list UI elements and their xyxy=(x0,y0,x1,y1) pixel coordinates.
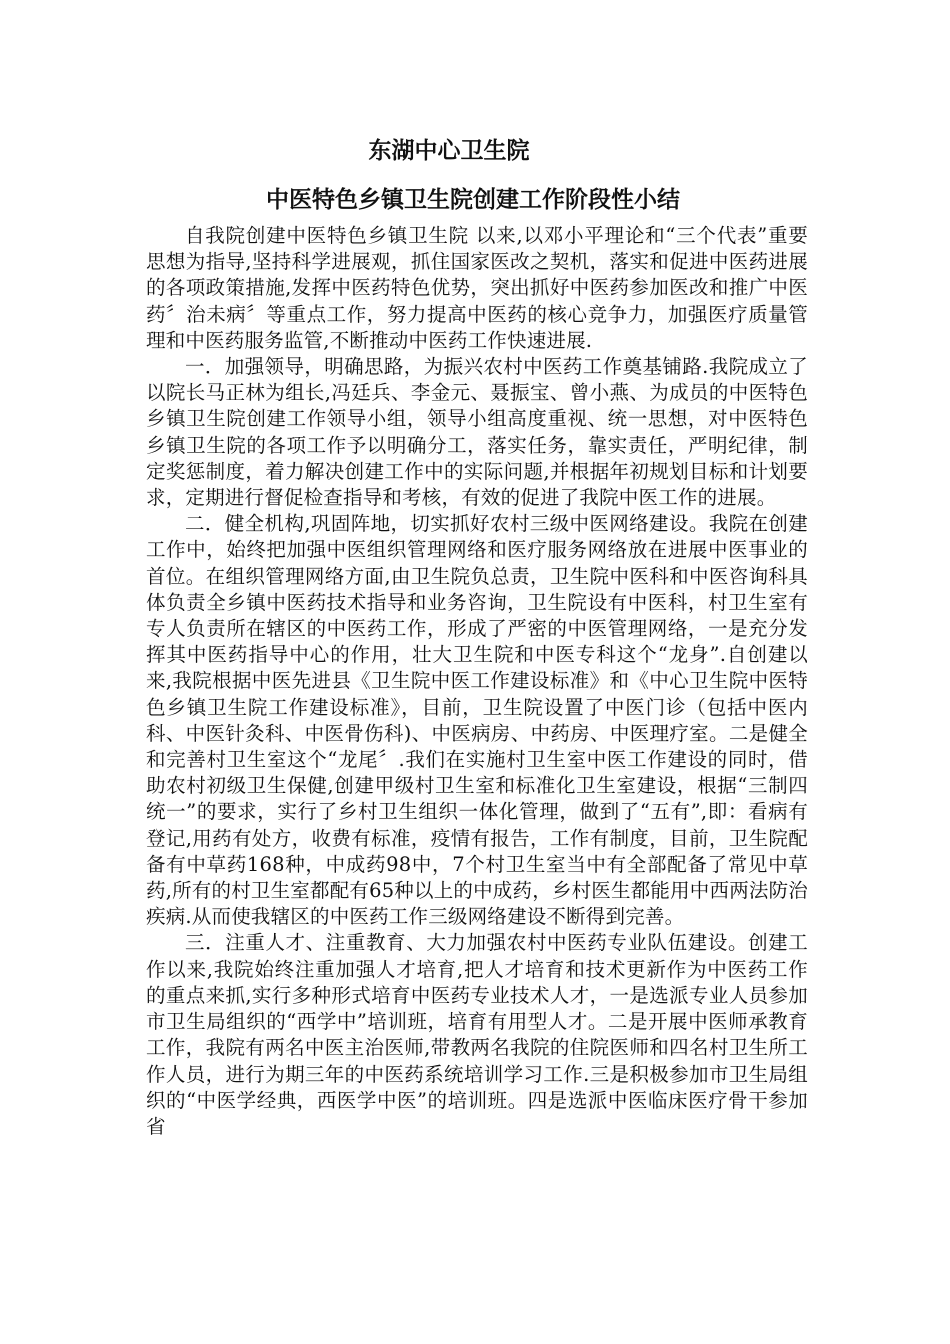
document-subtitle: 中医特色乡镇卫生院创建工作阶段性小结 xyxy=(266,187,680,213)
document-body xyxy=(146,223,808,1140)
paragraph-section-2: 二．健全机构,巩固阵地，切实抓好农村三级中医网络建设。我院在创建工作中，始终把加强中医组织管理网络和医疗服务网络放在进展中医事业的首位。在组织管理网络方面,由卫生院负总责，卫生院中医科和中医咨询科具体负责全乡镇中医药技术指导和业务咨询，卫生院设有中医科，村卫生室有专人负责所在辖区的中医药工作，形成了严密的中医管理网络，一是充分发挥其中医药指导中心的作用，壮大卫生院和中医专科这个“龙身”.自创建以来,我院根据中医先进县《卫生院中医工作建设标准》和《中心卫生院中医特色乡镇卫生院工作建设标准》，目前，卫生院设置了中医门诊（包括中医内科、中医针灸科、中医骨伤科)、中医病房、中药房、中医理疗室。二是健全和完善村卫生室这个“龙尾〞.我们在实施村卫生室中医工作建设的同时，借助农村初级卫生保健,创建甲级村卫生室和标准化卫生室建设，根据“三制四统一”的要求，实行了乡村卫生组织一体化管理，做到了“五有”,即：看病有登记,用药有处方，收费有标准，疫情有报告，工作有制度，目前，卫生院配备有中草药168种，中成药98中，7个村卫生室当中有全部配备了常见中草药,所有的村卫生室都配有65种以上的中成药，乡村医生都能用中西两法防治疾病.从而使我辖区的中医药工作三级网络建设不断得到完善。 xyxy=(146,512,809,929)
document-title: 东湖中心卫生院 xyxy=(368,138,530,164)
paragraph-section-3: 三．注重人才、注重教育、大力加强农村中医药专业队伍建设。创建工作以来,我院始终注重加强人才培育,把人才培育和技术更新作为中医药工作的重点来抓,实行多种形式培育中医药专业技术人才，一是选派专业人员参加市卫生局组织的“西学中”培训班，培育有用型人才。二是开展中医师承教育工作，我院有两名中医主治医师,带教两名我院的住院医师和四名村卫生所工作人员，进行为期三年的中医药系统培训学习工作.三是积极参加市卫生局组织的“中医学经典，西医学中医”的培训班。四是选派中医临床医疗骨干参加省 xyxy=(146,931,808,1138)
paragraph-intro: 自我院创建中医特色乡镇卫生院 以来,以邓小平理论和“三个代表”重要思想为指导,坚持科学进展观，抓住国家医改之契机，落实和促进中医药进展的各项政策措施,发挥中医药特色优势，突出抓好中医药参加医改和推广中医药〞治未病〞等重点工作，努力提高中医药的核心竞争力，加强医疗质量管理和中医药服务监管,不断推动中医药工作快速进展. xyxy=(146,224,808,352)
paragraph-section-1: 一．加强领导，明确思路，为振兴农村中医药工作奠基铺路.我院成立了以院长马正林为组长,冯廷兵、李金元、聂振宝、曾小燕、为成员的中医特色乡镇卫生院创建工作领导小组，领导小组高度重视、统一思想，对中医特色乡镇卫生院的各项工作予以明确分工，落实任务，靠实责任，严明纪律，制定奖惩制度，着力解决创建工作中的实际问题,并根据年初规划目标和计划要求，定期进行督促检查指导和考核，有效的促进了我院中医工作的进展。 xyxy=(146,355,808,510)
